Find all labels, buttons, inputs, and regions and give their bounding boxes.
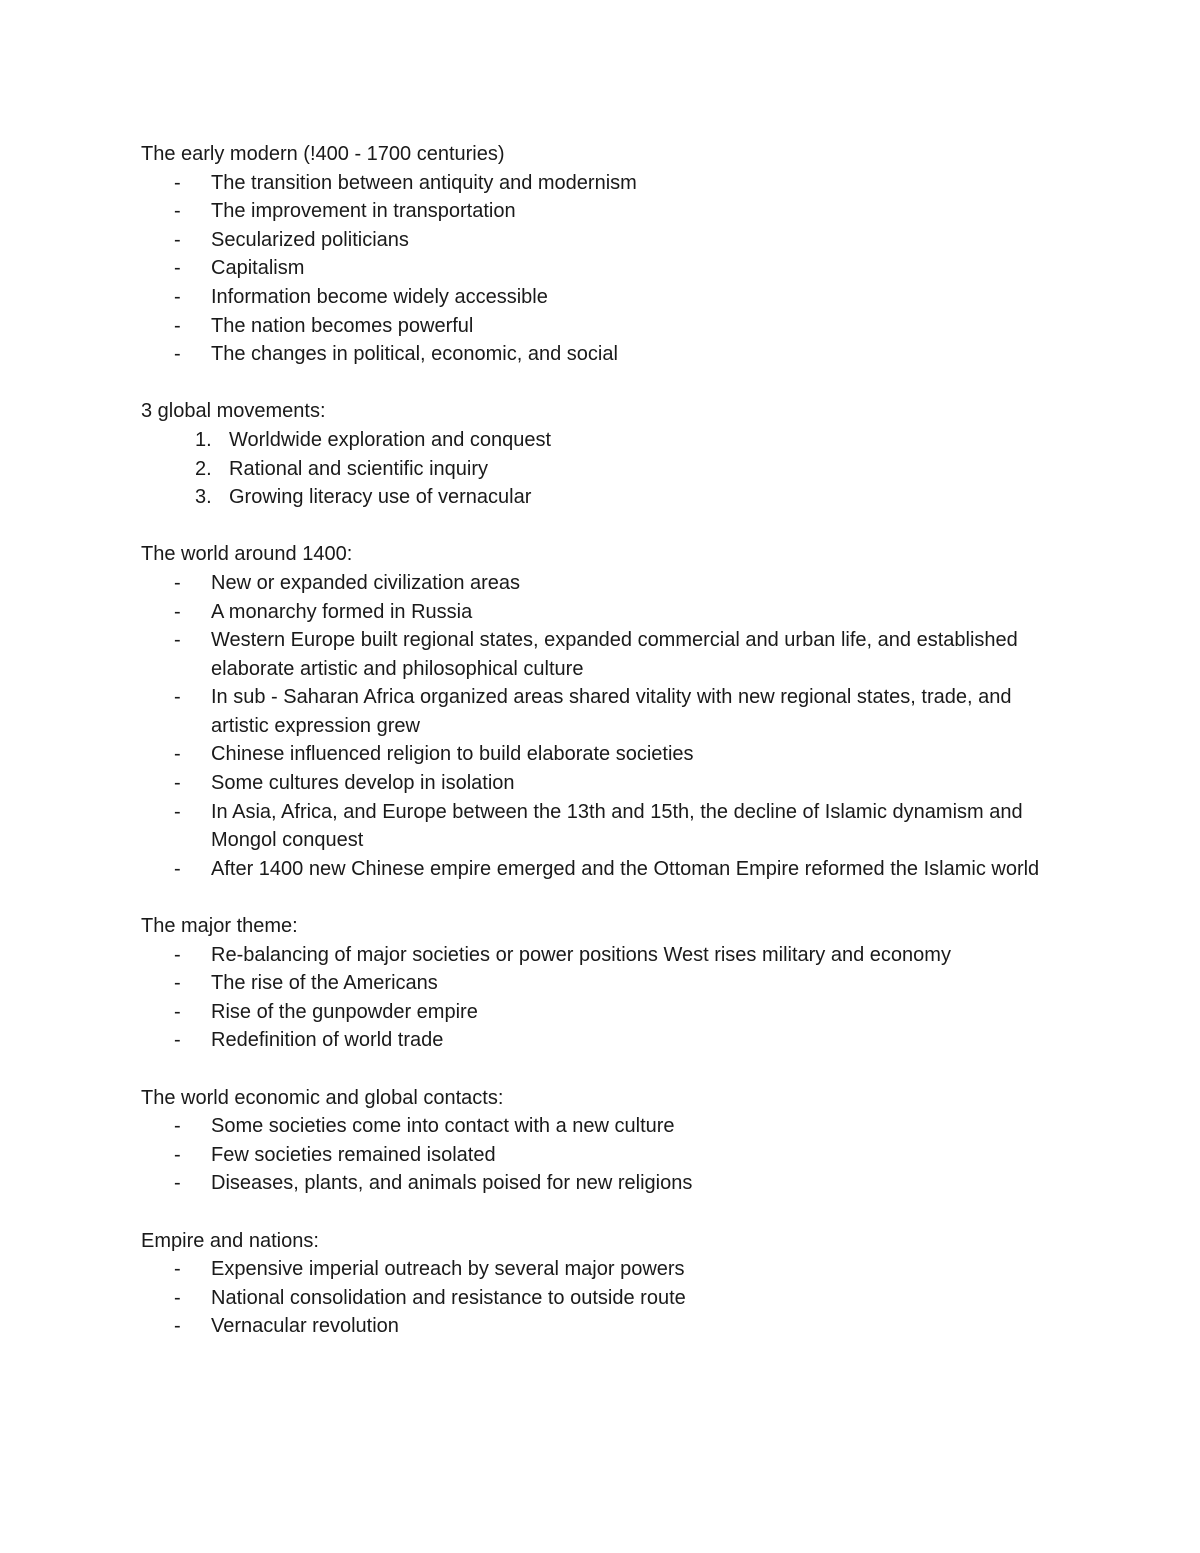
numbered-list (141, 426, 1071, 512)
section (141, 912, 1071, 1055)
list-dash: - (174, 1315, 181, 1338)
list-dash: - (174, 571, 181, 594)
list-item-text: Redefinition of world trade (211, 1029, 444, 1052)
list-item (141, 169, 1071, 198)
list-item-text: The transition between antiquity and modernism (211, 171, 637, 194)
list-item (141, 626, 1071, 683)
list-item (141, 455, 1071, 484)
list-item-text: Rational and scientific inquiry (229, 457, 489, 480)
list-item (141, 598, 1071, 627)
section (141, 1227, 1071, 1341)
list-item-text: Some cultures develop in isolation (211, 772, 515, 795)
list-item (141, 683, 1071, 740)
list-item-text: Secularized politicians (211, 228, 409, 251)
list-item (141, 941, 1071, 970)
list-dash: - (174, 743, 181, 766)
list-item (141, 855, 1071, 884)
section-heading: Empire and nations: (141, 1229, 319, 1252)
list-dash: - (174, 800, 181, 823)
list-dash: - (174, 1029, 181, 1052)
list-item (141, 254, 1071, 283)
section-heading: The early modern (!400 - 1700 centuries) (141, 143, 505, 165)
list-item-text: New or expanded civilization areas (211, 571, 521, 594)
list-item (141, 1112, 1071, 1141)
bullet-list (141, 569, 1071, 884)
list-dash: - (174, 171, 181, 194)
list-item (141, 483, 1071, 512)
section-heading: The world around 1400: (141, 543, 353, 566)
list-dash: - (174, 1115, 181, 1138)
list-item-text: The nation becomes powerful (211, 314, 474, 337)
list-item (141, 1255, 1071, 1284)
list-dash: - (174, 257, 181, 280)
list-dash: - (174, 314, 181, 337)
list-item (141, 312, 1071, 341)
list-item-text: Chinese influenced religion to build elaborate societies (211, 743, 694, 766)
list-item-text: Few societies remained isolated (211, 1143, 496, 1166)
list-item (141, 1141, 1071, 1170)
list-dash: - (174, 629, 181, 652)
list-dash: - (174, 686, 181, 709)
list-dash: - (174, 600, 181, 623)
section (141, 540, 1071, 883)
list-item-text: Information become widely accessible (211, 285, 548, 308)
list-item (141, 798, 1071, 855)
list-item (141, 969, 1071, 998)
bullet-list (141, 941, 1071, 1055)
list-dash: - (174, 1143, 181, 1166)
list-item (141, 740, 1071, 769)
list-item-text: In sub - Saharan Africa organized areas shared vitality with new regional states, trade, and artistic expression grew (211, 686, 1012, 737)
list-item (141, 998, 1071, 1027)
section (141, 397, 1071, 511)
list-dash: - (174, 943, 181, 966)
list-dash: - (174, 972, 181, 995)
list-item-text: Re-balancing of major societies or power positions West rises military and economy (211, 943, 951, 966)
list-dash: - (174, 200, 181, 223)
list-dash: - (174, 228, 181, 251)
list-item-text: Vernacular revolution (211, 1315, 399, 1338)
list-dash: - (174, 1000, 181, 1023)
list-dash: - (174, 343, 181, 366)
list-item-text: Growing literacy use of vernacular (229, 486, 532, 509)
list-item (141, 226, 1071, 255)
list-number: 2. (195, 457, 212, 480)
section-heading: 3 global movements: (141, 400, 326, 423)
list-item (141, 340, 1071, 369)
bullet-list (141, 1112, 1071, 1198)
list-item-text: After 1400 new Chinese empire emerged and the Ottoman Empire reformed the Islamic world (211, 857, 1040, 880)
list-item-text: Worldwide exploration and conquest (229, 428, 552, 451)
list-item (141, 426, 1071, 455)
list-item (141, 769, 1071, 798)
list-dash: - (174, 772, 181, 795)
list-item (141, 283, 1071, 312)
list-item (141, 569, 1071, 598)
list-item (141, 197, 1071, 226)
list-item (141, 1312, 1071, 1341)
list-number: 1. (195, 428, 212, 451)
bullet-list (141, 169, 1071, 369)
list-item-text: The rise of the Americans (211, 972, 438, 995)
document-body (141, 140, 1071, 1341)
list-item-text: Expensive imperial outreach by several major powers (211, 1258, 685, 1281)
list-item-text: The improvement in transportation (211, 200, 516, 223)
list-item-text: Some societies come into contact with a new culture (211, 1115, 675, 1138)
list-item-text: National consolidation and resistance to outside route (211, 1286, 686, 1309)
list-dash: - (174, 285, 181, 308)
list-number: 3. (195, 486, 212, 509)
section-heading: The major theme: (141, 915, 298, 938)
list-item-text: Diseases, plants, and animals poised for new religions (211, 1172, 693, 1195)
bullet-list (141, 1255, 1071, 1341)
section-heading: The world economic and global contacts: (141, 1086, 504, 1109)
list-item-text: Western Europe built regional states, expanded commercial and urban life, and established elaborate artistic and philosophical culture (211, 629, 1018, 680)
list-item-text: A monarchy formed in Russia (211, 600, 473, 623)
list-item-text: In Asia, Africa, and Europe between the 13th and 15th, the decline of Islamic dynamism and Mongol conquest (211, 800, 1023, 852)
list-dash: - (174, 857, 181, 880)
list-dash: - (174, 1286, 181, 1309)
list-item-text: The changes in political, economic, and social (211, 343, 618, 366)
section (141, 1084, 1071, 1198)
list-dash: - (174, 1258, 181, 1281)
list-item (141, 1284, 1071, 1313)
list-item-text: Rise of the gunpowder empire (211, 1000, 478, 1023)
list-item-text: Capitalism (211, 257, 305, 280)
list-item (141, 1169, 1071, 1198)
section (141, 140, 1071, 369)
list-dash: - (174, 1172, 181, 1195)
list-item (141, 1026, 1071, 1055)
